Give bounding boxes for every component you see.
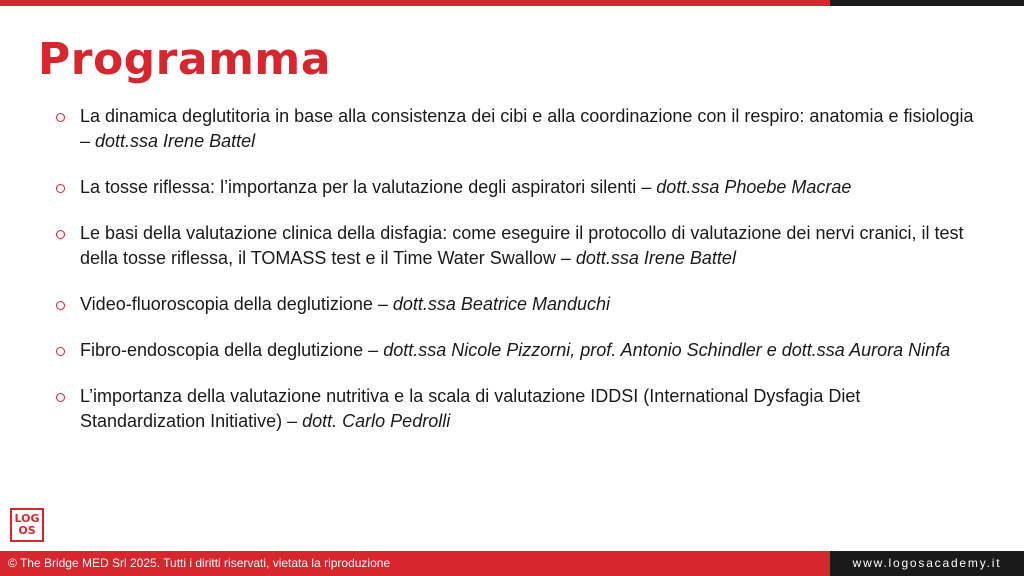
- list-item: [56, 338, 986, 363]
- footer-copyright: © The Bridge MED Srl 2025. Tutti i diritti riservati, vietata la riproduzione: [0, 551, 830, 576]
- page-title: Programma: [38, 34, 331, 85]
- item-topic: La tosse riflessa: l’importanza per la valutazione degli aspiratori silenti –: [80, 177, 657, 197]
- logo-line-1: LOG: [14, 512, 40, 525]
- item-speaker: dott.ssa Irene Battel: [95, 131, 256, 151]
- item-topic: L’importanza della valutazione nutritiva e la scala di valutazione IDDSI (International Dysfagia Diet Standardization Initiative) –: [80, 386, 861, 431]
- circle-bullet-icon: [56, 113, 65, 122]
- item-speaker: dott.ssa Irene Battel: [575, 248, 736, 268]
- list-item: [56, 384, 986, 434]
- logo-line-2: OS: [18, 524, 36, 537]
- item-topic: Le basi della valutazione clinica della disfagia: come eseguire il protocollo di valutazione dei nervi cranici, il test della tosse riflessa, il TOMASS test e il Time Water Swallow –: [80, 223, 964, 268]
- item-speaker: dott. Carlo Pedrolli: [302, 411, 451, 431]
- top-dark-bar: [830, 0, 1024, 6]
- list-item: [56, 292, 986, 317]
- circle-bullet-icon: [56, 347, 65, 356]
- item-topic: La dinamica deglutitoria in base alla consistenza dei cibi e alla coordinazione con il respiro: anatomia e fisiologia –: [80, 106, 974, 151]
- item-topic: Fibro-endoscopia della deglutizione –: [80, 340, 384, 360]
- item-speaker: dott.ssa Beatrice Manduchi: [392, 294, 611, 314]
- top-accent-bar: [0, 0, 830, 6]
- item-speaker: dott.ssa Nicole Pizzorni, prof. Antonio Schindler e dott.ssa Aurora Ninfa: [383, 340, 951, 360]
- circle-bullet-icon: [56, 301, 65, 310]
- footer-website: www.logosacademy.it: [830, 551, 1024, 576]
- item-speaker: dott.ssa Phoebe Macrae: [656, 177, 852, 197]
- list-item: [56, 175, 986, 200]
- circle-bullet-icon: [56, 230, 65, 239]
- circle-bullet-icon: [56, 393, 65, 402]
- circle-bullet-icon: [56, 184, 65, 193]
- program-list: [56, 104, 986, 455]
- item-topic: Video-fluoroscopia della deglutizione –: [80, 294, 393, 314]
- list-item: [56, 104, 986, 154]
- list-item: [56, 221, 986, 271]
- logos-logo: [10, 508, 44, 542]
